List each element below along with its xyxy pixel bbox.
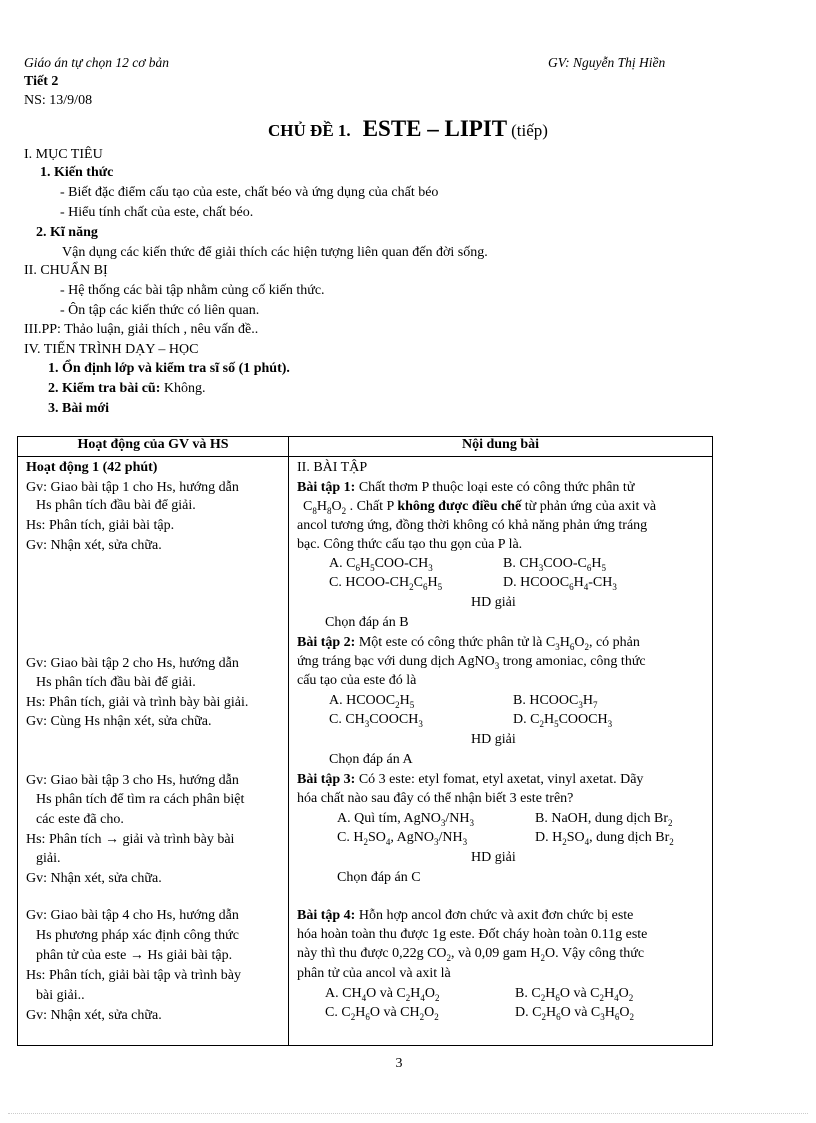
chosen-answer: Chọn đáp án A bbox=[329, 752, 413, 767]
chosen-answer: Chọn đáp án B bbox=[325, 615, 409, 630]
option-text: B. NaOH, dung dịch bbox=[535, 811, 654, 826]
answer-option: A. $CH_4O$ và $C_2H_4O_2$ bbox=[325, 986, 440, 1003]
activity-line: bài giải.. bbox=[36, 988, 85, 1003]
activity-line: Hs: Phân tích, giải bài tập và trình bày bbox=[26, 968, 242, 983]
page-bottom-divider bbox=[8, 1113, 808, 1114]
activity-line: giải. bbox=[36, 851, 61, 866]
activity-line: Hs phân tích đầu bài để giải. bbox=[36, 498, 196, 513]
activity-line: Gv: Giao bài tập 2 cho Hs, hướng dẫn bbox=[26, 656, 239, 671]
section-process: IV. TIẾN TRÌNH DẠY – HỌC bbox=[24, 342, 199, 357]
exercises-heading: II. BÀI TẬP bbox=[297, 460, 368, 475]
activity-line: Hs: Phân tích, giải bài tập. bbox=[26, 518, 175, 533]
exercise-3-line bbox=[297, 771, 643, 789]
solution-label: HD giải bbox=[471, 732, 516, 747]
preparation-item: - Hệ thống các bài tập nhằm củng cố kiến thức. bbox=[60, 283, 325, 298]
process-step-2 bbox=[48, 380, 206, 398]
answer-option: D. $H_2SO_4$, dung dịch $Br_2$ bbox=[535, 830, 674, 847]
title-suffix: (tiếp) bbox=[511, 121, 548, 140]
answer-option: D. $C_2H_5COOCH_3$ bbox=[513, 712, 613, 729]
activity-line: Gv: Nhận xét, sửa chữa. bbox=[26, 871, 162, 886]
preparation-item: - Ôn tập các kiến thức có liên quan. bbox=[60, 303, 260, 318]
skills-item: Vận dụng các kiến thức để giải thích các hiện tượng liên quan đến đời sống. bbox=[62, 245, 488, 260]
exercise-4-line bbox=[297, 907, 633, 925]
activity-line: Gv: Nhận xét, sửa chữa. bbox=[26, 1008, 162, 1023]
answer-option: B. $CH_3COO-C_6H_5$ bbox=[503, 556, 606, 573]
column-header-activities: Hoạt động của GV và HS bbox=[18, 437, 289, 457]
activity-line: Hs phân tích đầu bài để giải. bbox=[36, 675, 196, 690]
answer-option: D. $HCOOC_6H_4-CH_3$ bbox=[503, 575, 617, 592]
exercise-text: Hỗn hợp ancol đơn chức và axit đơn chức bị este bbox=[355, 908, 634, 923]
exercise-4-line: hóa hoàn toàn thu được 1g este. Đốt cháy hoàn toàn 0.11g este bbox=[297, 927, 648, 942]
activity-text: Hs giải bài tập. bbox=[143, 948, 233, 963]
section-objectives: I. MỤC TIÊU bbox=[24, 147, 103, 162]
exercise-4-line: này thì thu được 0,22g $CO_2$, và 0,09 gam $H_2O$. Vậy công thức bbox=[297, 946, 645, 963]
lesson-table bbox=[17, 436, 713, 1046]
exercise-text: . Chất P bbox=[349, 499, 398, 514]
page-number: 3 bbox=[395, 1056, 403, 1071]
formula: $C_3H_6O_2$ bbox=[545, 635, 589, 652]
exercise-text: , có phản bbox=[588, 635, 640, 650]
method-text: Thảo luận, giải thích , nêu vấn đề.. bbox=[60, 322, 259, 337]
formula: AgNO$_3$ bbox=[457, 654, 500, 671]
exercise-text: ứng tráng bạc với dung dịch bbox=[297, 654, 458, 669]
arrow-right-icon: → bbox=[129, 948, 144, 963]
subsection-skills: 2. Kĩ năng bbox=[36, 225, 98, 240]
lesson-date: NS: 13/9/08 bbox=[24, 93, 93, 108]
answer-option: D. $C_2H_6O$ và $C_3H_6O_2$ bbox=[515, 1005, 635, 1022]
answer-option: C. HCOO-$CH_2C_6H_5$ bbox=[329, 575, 443, 592]
activity-line: Hs phân tích để tìm ra cách phân biệt bbox=[36, 792, 245, 807]
option-text: D. bbox=[535, 830, 553, 845]
exercise-label: Bài tập 4: bbox=[297, 908, 356, 923]
activity-line: Hs phương pháp xác định công thức bbox=[36, 928, 239, 943]
knowledge-item: - Biết đặc điểm cấu tạo của este, chất béo và ứng dụng của chất béo bbox=[60, 185, 439, 200]
answer-option: A. $C_6H_5COO-CH_3$ bbox=[329, 556, 433, 573]
title-main: ESTE – LIPIT bbox=[362, 116, 508, 141]
activity-line: Gv: Cùng Hs nhận xét, sửa chữa. bbox=[26, 714, 212, 729]
answer-option: C. $H_2SO_4$, $AgNO_3/NH_3$ bbox=[337, 830, 468, 847]
exercise-label: Bài tập 3: bbox=[297, 772, 356, 787]
activity-line bbox=[26, 831, 234, 849]
chosen-answer: Chọn đáp án C bbox=[337, 870, 421, 885]
solution-label: HD giải bbox=[471, 850, 516, 865]
answer-option: A. $HCOOC_2H_5$ bbox=[329, 693, 415, 710]
answer-option: B. $HCOOC_3H_7$ bbox=[513, 693, 598, 710]
section-method bbox=[24, 321, 258, 339]
column-header-content: Nội dung bài bbox=[289, 437, 713, 457]
exercise-4-line: phân tử của ancol và axit là bbox=[297, 966, 451, 981]
activity-line: các este đã cho. bbox=[36, 812, 124, 827]
exercise-text: . Vậy công thức bbox=[555, 946, 645, 961]
subsection-knowledge: 1. Kiến thức bbox=[40, 165, 114, 180]
activity-text: Hs: Phân tích bbox=[26, 832, 105, 847]
activity-line: Gv: Giao bài tập 3 cho Hs, hướng dẫn bbox=[26, 773, 239, 788]
exercise-3-line: hóa chất nào sau đây có thể nhận biết 3 este trên? bbox=[297, 791, 574, 806]
option-text: A. Quì tím, bbox=[337, 811, 404, 826]
answer-option: B. NaOH, dung dịch $Br_2$ bbox=[535, 811, 673, 828]
step-2-label: 2. Kiểm tra bài cũ: bbox=[48, 381, 161, 396]
solution-label: HD giải bbox=[471, 595, 516, 610]
activities-cell bbox=[18, 457, 289, 1046]
method-label: III.PP: bbox=[24, 322, 61, 337]
page-title bbox=[0, 116, 816, 142]
exercise-text: Có 3 este: etyl fomat, etyl axetat, vinyl axetat. Dãy bbox=[355, 772, 644, 787]
option-text: , dung dịch bbox=[589, 830, 656, 845]
option-text: C. bbox=[337, 830, 354, 845]
title-prefix: CHỦ ĐỀ 1. bbox=[268, 121, 351, 140]
activity-line: Gv: Nhận xét, sửa chữa. bbox=[26, 538, 162, 553]
exercise-1-line: ancol tương ứng, đồng thời không có khả năng phản ứng tráng bbox=[297, 518, 648, 533]
answer-option: C. $CH_3COOCH_3$ bbox=[329, 712, 423, 729]
exercise-text: không được điều chế bbox=[397, 499, 522, 514]
option-text: và bbox=[570, 1005, 591, 1020]
option-text: và bbox=[376, 986, 397, 1001]
activity-heading: Hoạt động 1 (42 phút) bbox=[26, 460, 158, 475]
step-2-text: Không. bbox=[160, 381, 206, 396]
section-preparation: II. CHUẨN BỊ bbox=[24, 263, 108, 278]
exercise-1-line bbox=[297, 479, 634, 497]
exercise-text: Một este có công thức phân tử là bbox=[355, 635, 546, 650]
answer-option: C. $C_2H_6O$ và $CH_2O_2$ bbox=[325, 1005, 439, 1022]
activity-line bbox=[36, 947, 232, 965]
exercise-1-line bbox=[303, 498, 656, 516]
exercise-2-line bbox=[297, 653, 646, 671]
activity-text: phân tử của este bbox=[36, 948, 130, 963]
activity-line: Hs: Phân tích, giải và trình bày bài giải. bbox=[26, 695, 249, 710]
formula: $C_8H_8O_2$ bbox=[303, 499, 347, 516]
process-step-3: 3. Bài mới bbox=[48, 401, 110, 416]
answer-option: A. Quì tím, $AgNO_3/NH_3$ bbox=[337, 811, 474, 828]
exercise-text: Chất thơm P thuộc loại este có công thức phân tử bbox=[355, 480, 635, 495]
process-step-1: 1. Ổn định lớp và kiểm tra sĩ số (1 phút). bbox=[48, 361, 290, 376]
activity-text: giải và trình bày bài bbox=[118, 832, 235, 847]
exercise-label: Bài tập 1: bbox=[297, 480, 356, 495]
header-teacher: GV: Nguyễn Thị Hiền bbox=[548, 55, 666, 70]
activity-line: Gv: Giao bài tập 1 cho Hs, hướng dẫn bbox=[26, 480, 239, 495]
exercise-2-line: cấu tạo của este đó là bbox=[297, 673, 417, 688]
answer-option: B. $C_2H_6O$ và $C_2H_4O_2$ bbox=[515, 986, 634, 1003]
option-text: và bbox=[569, 986, 591, 1001]
exercise-text: , và 0,09 gam bbox=[451, 946, 531, 961]
exercise-text: từ phản ứng của axit và bbox=[521, 499, 657, 514]
header-course: Giáo án tự chọn 12 cơ bản bbox=[24, 55, 170, 70]
knowledge-item: - Hiểu tính chất của este, chất béo. bbox=[60, 205, 254, 220]
exercise-label: Bài tập 2: bbox=[297, 635, 356, 650]
content-cell bbox=[289, 457, 713, 1046]
arrow-right-icon: → bbox=[104, 832, 119, 847]
exercise-1-line: bạc. Công thức cấu tạo thu gọn của P là. bbox=[297, 537, 523, 552]
exercise-text: trong amoniac, công thức bbox=[499, 654, 646, 669]
exercise-2-line bbox=[297, 634, 640, 652]
option-text: và bbox=[379, 1005, 401, 1020]
activity-line: Gv: Giao bài tập 4 cho Hs, hướng dẫn bbox=[26, 908, 239, 923]
exercise-text: này thì thu được 0,22g bbox=[297, 946, 428, 961]
lesson-number: Tiết 2 bbox=[24, 74, 59, 89]
